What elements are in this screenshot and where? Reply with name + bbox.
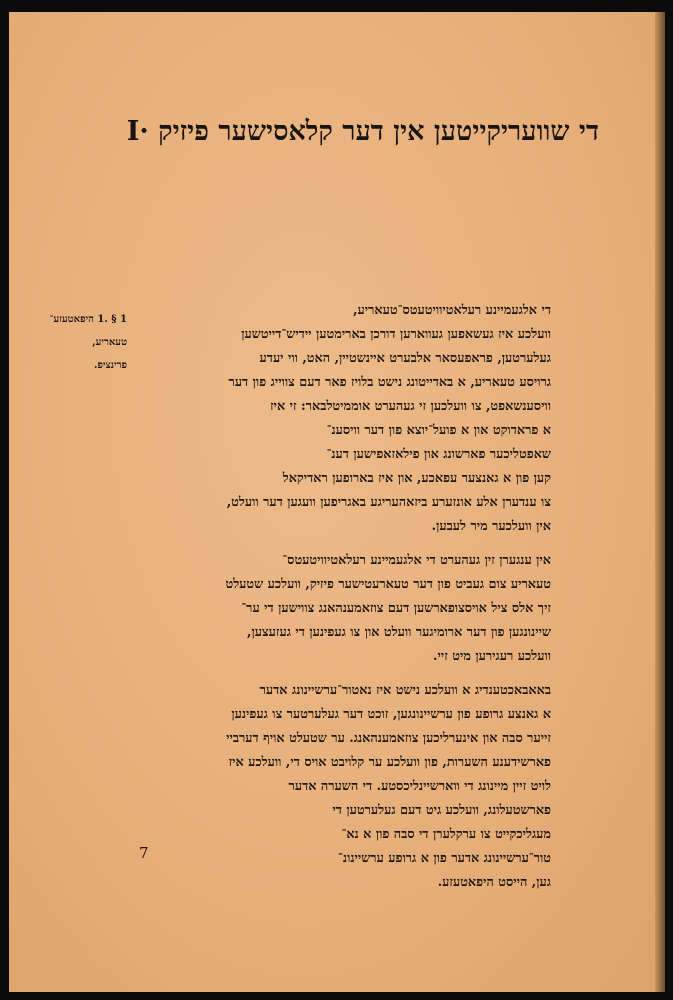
text-line: וויסענשאפט, צו וועלכען זי געהערט אוממיטלבאר: זי איז: [270, 399, 551, 414]
text-line: לויט זיין מיינונג די װארשיינליכסטע. די השערה אדער: [288, 779, 551, 794]
text-line: אין וועלכער מיר לעבען.: [431, 519, 551, 534]
text-line: די אלגעמיינע רעלאטיוויטעטס־טעאריע,: [353, 303, 551, 318]
text-line: שאפטליכער פארשונג און פילאזאפישען דענ־: [326, 447, 551, 462]
text-line: פארשטעלונג, וועלכע גיט דעם געלערטען די: [332, 803, 551, 818]
text-line: קען פון א גאנצער עפאכע, און איז בארופען ראדיקאל: [282, 471, 551, 486]
text-line: וועלכע איז געשאפען געווארען דורכן בארימטען יידיש־דייטשען: [241, 327, 551, 342]
margin-note-line: 1 § .1 היפאטעזע־: [49, 314, 127, 325]
body-text: [139, 299, 551, 895]
book-spine-shadow: [655, 12, 665, 992]
text-line: א גאנצע גרופע פון ערשיינונגען, זוכט דער געלערטער צו געפינען: [231, 707, 551, 722]
text-line: וועלכע רעגירען מיט זיי.: [433, 649, 551, 664]
text-line: געלערטען, פראפעסאר אלבערט איינשטיין, האט, ווי יעדע: [259, 351, 551, 366]
text-line: פארשידענע השערות, פון וועלכע ער קלויבט אויס די, וועלכע איז: [228, 755, 551, 770]
text-line: טעאריע צום געביט פון דער טעארעטישער פיזיק, וועלכע שטעלט: [225, 577, 551, 592]
text-line: גען, הייסט היפאטעזע.: [437, 875, 551, 890]
text-line: אין ענגערן זין געהערט די אלגעמיינע רעלאטיוויטעטס־: [282, 553, 551, 568]
margin-note-line: טעאריע,: [92, 337, 127, 348]
chapter-title: די שוועריקייטען אין דער קלאסישער פיזיק ·I: [126, 116, 599, 147]
text-line: א פראדוקט און א פועל־יוצא פון דער וויסענ־: [326, 423, 551, 438]
margin-note: [29, 308, 127, 377]
book-page: [9, 12, 665, 992]
margin-note-line: פרינציפ.: [93, 360, 127, 371]
text-line: באאבאכטענדיג א וועלכע נישט איז נאטור־ערשיינונג אדער: [259, 683, 551, 698]
text-line: צו ענדערן אלע אונזערע ביזאהעריגע באגריפען וועגען דער וועלט,: [226, 495, 551, 510]
text-line: טור־ערשיינונג אדער פון א גרופע ערשיינונ־: [338, 851, 551, 866]
paragraph-gap: [139, 539, 551, 549]
text-line: שיינונגען פון דער ארומיגער וועלט און צו געפינען די געזעצען,: [247, 625, 551, 640]
text-line: מעגליכקייט צו ערקלערן די סבה פון א נא־: [341, 827, 551, 842]
text-line: גרויסע טעאריע, א באדייטונג נישט בלויז פאר דעם צווייג פון דער: [228, 375, 551, 390]
text-line: זייער סבה און אינערליכען צוזאמענהאנג. ער שטעלט אויף דערביי: [226, 731, 551, 746]
text-line: זיך אלס ציל אויסצופארשען דעם צוזאמענהאנג צווישען די ער־: [241, 601, 551, 616]
paragraph-gap: [139, 669, 551, 679]
page-number: 7: [139, 844, 149, 862]
